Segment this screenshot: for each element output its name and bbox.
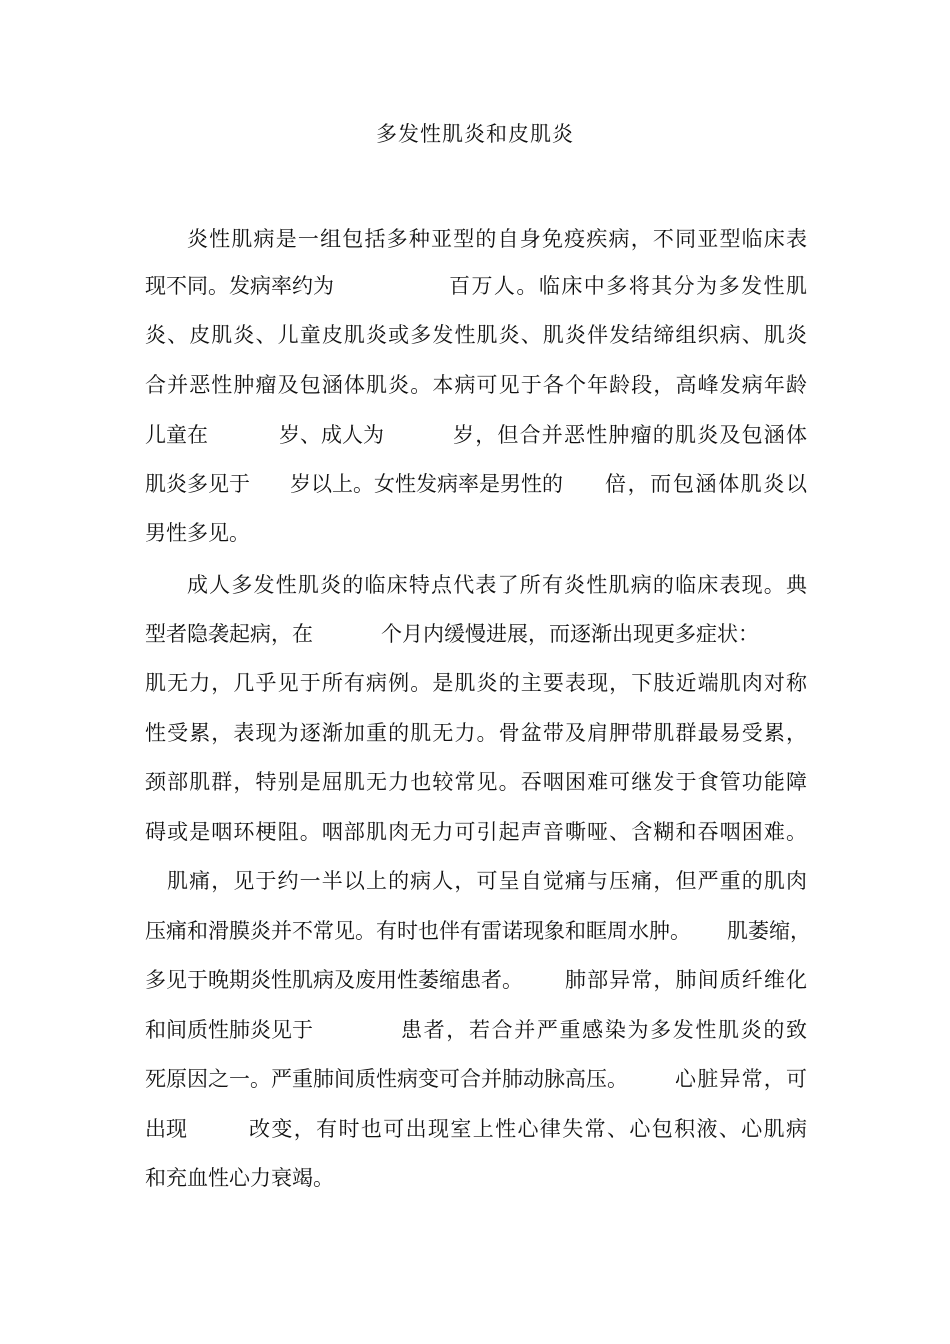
- text-line: [145, 467, 807, 501]
- text-segment: 出现: [145, 1117, 187, 1141]
- text-line: [145, 666, 807, 700]
- text-segment: 多见于晚期炎性肌病及废用性萎缩患者。: [145, 968, 523, 992]
- text-segment: 患者，若合并严重感染为多发性肌炎的致: [401, 1018, 807, 1042]
- text-line: [145, 864, 807, 898]
- text-line: [145, 269, 807, 303]
- text-segment: 压痛和滑膜炎并不常见。有时也伴有雷诺现象和眶周水肿。: [145, 919, 691, 943]
- text-line: [145, 1013, 807, 1047]
- text-segment: 男性多见。: [145, 521, 250, 545]
- text-segment: 碍或是咽环梗阻。咽部肌肉无力可引起声音嘶哑、含糊和吞咽困难。: [145, 820, 807, 844]
- text-segment: 肌炎多见于: [145, 472, 250, 496]
- text-line: [145, 1112, 807, 1146]
- text-line: [145, 1161, 807, 1195]
- text-segment: 肺部异常，肺间质纤维化: [565, 968, 807, 992]
- text-segment: 颈部肌群，特别是屈肌无力也较常见。吞咽困难可继发于食管功能障: [145, 770, 807, 794]
- text-line: [145, 617, 807, 651]
- text-line: [145, 1062, 807, 1096]
- text-segment: 儿童在: [145, 423, 208, 447]
- text-line: [145, 765, 807, 799]
- text-segment: 成人多发性肌炎的临床特点代表了所有炎性肌病的临床表现。典: [187, 573, 807, 597]
- text-segment: 心脏异常，可: [675, 1067, 807, 1091]
- text-segment: 倍，而包涵体肌炎以: [605, 472, 807, 496]
- text-segment: 型者隐袭起病，在: [145, 622, 313, 646]
- document-title: 多发性肌炎和皮肌炎: [376, 122, 574, 146]
- text-line: [145, 318, 807, 352]
- text-line: [145, 368, 807, 402]
- text-line: [145, 516, 807, 550]
- text-segment: 和充血性心力衰竭。: [145, 1166, 334, 1190]
- text-line: [145, 568, 807, 602]
- text-segment: 岁、成人为: [279, 423, 384, 447]
- text-segment: 现不同。发病率约为: [145, 274, 334, 298]
- text-segment: 和间质性肺炎见于: [145, 1018, 313, 1042]
- text-segment: 炎性肌病是一组包括多种亚型的自身免疫疾病，不同亚型临床表: [187, 227, 807, 251]
- text-line: [145, 418, 807, 452]
- text-segment: 岁以上。女性发病率是男性的: [290, 472, 563, 496]
- text-segment: 肌无力，几乎见于所有病例。是肌炎的主要表现，下肢近端肌肉对称: [145, 671, 807, 695]
- text-line: [145, 222, 807, 256]
- text-line: [145, 815, 807, 849]
- text-line: [145, 914, 811, 948]
- text-segment: 性受累，表现为逐渐加重的肌无力。骨盆带及肩胛带肌群最易受累，: [145, 721, 807, 745]
- text-segment: 改变，有时也可出现室上性心律失常、心包积液、心肌病: [249, 1117, 807, 1141]
- text-line: [145, 716, 807, 750]
- text-segment: 炎、皮肌炎、儿童皮肌炎或多发性肌炎、肌炎伴发结缔组织病、肌炎: [145, 323, 807, 347]
- text-segment: 肌萎缩，: [727, 919, 811, 943]
- text-segment: 岁，但合并恶性肿瘤的肌炎及包涵体: [453, 423, 807, 447]
- text-segment: 合并恶性肿瘤及包涵体肌炎。本病可见于各个年龄段，高峰发病年龄: [145, 373, 807, 397]
- text-segment: 百万人。临床中多将其分为多发性肌: [449, 274, 807, 298]
- text-segment: 肌痛，见于约一半以上的病人，可呈自觉痛与压痛，但严重的肌肉: [167, 869, 807, 893]
- text-segment: 个月内缓慢进展，而逐渐出现更多症状：: [381, 622, 759, 646]
- text-line: [145, 963, 807, 997]
- text-segment: 死原因之一。严重肺间质性病变可合并肺动脉高压。: [145, 1067, 628, 1091]
